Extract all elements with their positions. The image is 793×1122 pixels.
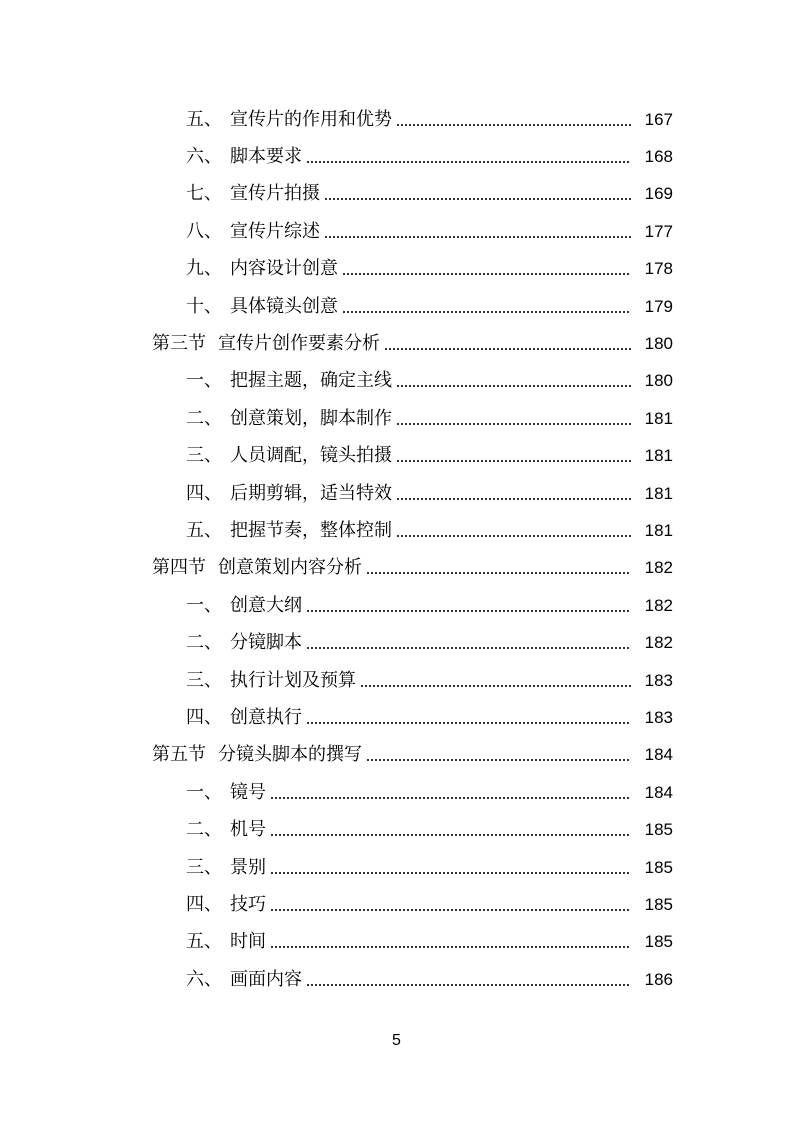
toc-section-entry[interactable] xyxy=(0,737,793,774)
dot-leader xyxy=(342,273,631,275)
dot-leader xyxy=(270,946,631,948)
toc-entry-number: 五、 xyxy=(186,108,222,130)
toc-entry[interactable] xyxy=(0,699,793,736)
toc-entry-page-number: 181 xyxy=(644,446,673,466)
page-number: 5 xyxy=(392,1032,401,1049)
toc-entry[interactable] xyxy=(0,662,793,699)
toc-entry-page-number: 167 xyxy=(644,109,673,129)
toc-entry[interactable] xyxy=(0,587,793,624)
toc-entry-number: 三、 xyxy=(186,669,222,691)
toc-entry-title: 具体镜头创意 xyxy=(230,295,338,317)
toc-entry[interactable] xyxy=(0,400,793,437)
toc-entry-title: 把握主题，确定主线 xyxy=(230,370,392,392)
toc-entry-number: 四、 xyxy=(186,482,222,504)
toc-entry-number: 二、 xyxy=(186,819,222,841)
toc-entry[interactable] xyxy=(0,512,793,549)
toc-entry-page-number: 183 xyxy=(644,707,673,727)
dot-leader xyxy=(324,198,631,200)
dot-leader xyxy=(396,535,631,537)
toc-entry-page-number: 181 xyxy=(644,408,673,428)
toc-entry-page-number: 169 xyxy=(644,184,673,204)
dot-leader xyxy=(270,797,631,799)
toc-entry-title: 画面内容 xyxy=(230,968,302,990)
toc-entry-page-number: 186 xyxy=(644,969,673,989)
toc-entry-title: 分镜脚本 xyxy=(230,632,302,654)
toc-entry-number: 二、 xyxy=(186,632,222,654)
toc-entry[interactable] xyxy=(0,101,793,138)
toc-entry-number: 第四节 xyxy=(152,557,206,579)
dot-leader xyxy=(396,124,631,126)
toc-entry-title: 创意策划内容分析 xyxy=(218,557,362,579)
dot-leader xyxy=(396,423,631,425)
dot-leader xyxy=(306,610,631,612)
toc-entry-page-number: 181 xyxy=(644,520,673,540)
toc-entry[interactable] xyxy=(0,624,793,661)
toc-entry-number: 三、 xyxy=(186,856,222,878)
toc-entry-number: 四、 xyxy=(186,893,222,915)
toc-entry-page-number: 184 xyxy=(644,745,673,765)
toc-entry-number: 十、 xyxy=(186,295,222,317)
dot-leader xyxy=(306,647,631,649)
dot-leader xyxy=(396,460,631,462)
toc-entry-title: 技巧 xyxy=(230,893,266,915)
toc-entry-title: 景别 xyxy=(230,856,266,878)
toc-entry[interactable] xyxy=(0,213,793,250)
toc-entry-page-number: 180 xyxy=(644,334,673,354)
toc-section-entry[interactable] xyxy=(0,550,793,587)
dot-leader xyxy=(366,572,631,574)
dot-leader xyxy=(306,722,631,724)
toc-entry[interactable] xyxy=(0,774,793,811)
toc-entry-title: 执行计划及预算 xyxy=(230,669,356,691)
toc-entry-title: 创意执行 xyxy=(230,706,302,728)
toc-entry-page-number: 168 xyxy=(644,147,673,167)
toc-entry-title: 宣传片的作用和优势 xyxy=(230,108,392,130)
toc-entry-title: 宣传片拍摄 xyxy=(230,183,320,205)
toc-entry-number: 一、 xyxy=(186,370,222,392)
toc-entry-title: 宣传片综述 xyxy=(230,220,320,242)
toc-entry-number: 九、 xyxy=(186,258,222,280)
toc-entry-number: 三、 xyxy=(186,445,222,467)
toc-entry[interactable] xyxy=(0,886,793,923)
dot-leader xyxy=(360,685,631,687)
dot-leader xyxy=(306,161,631,163)
toc-entry-page-number: 177 xyxy=(644,221,673,241)
toc-entry-page-number: 185 xyxy=(644,894,673,914)
toc-entry-page-number: 185 xyxy=(644,932,673,952)
dot-leader xyxy=(342,311,631,313)
dot-leader xyxy=(384,348,631,350)
toc-entry-title: 把握节奏，整体控制 xyxy=(230,519,392,541)
toc-entry-title: 镜号 xyxy=(230,781,266,803)
toc-entry-number: 六、 xyxy=(186,968,222,990)
toc-entry-page-number: 182 xyxy=(644,595,673,615)
toc-entry-page-number: 182 xyxy=(644,633,673,653)
dot-leader xyxy=(270,909,631,911)
toc-entry-page-number: 185 xyxy=(644,820,673,840)
dot-leader xyxy=(396,385,631,387)
toc-entry-title: 创意策划，脚本制作 xyxy=(230,407,392,429)
toc-entry[interactable] xyxy=(0,138,793,175)
toc-section-entry[interactable] xyxy=(0,325,793,362)
toc-entry-number: 一、 xyxy=(186,594,222,616)
toc-entry-title: 机号 xyxy=(230,819,266,841)
toc-entry-title: 人员调配，镜头拍摄 xyxy=(230,445,392,467)
toc-entry-title: 时间 xyxy=(230,931,266,953)
toc-entry-page-number: 184 xyxy=(644,782,673,802)
toc-entry[interactable] xyxy=(0,961,793,998)
dot-leader xyxy=(270,872,631,874)
toc-entry-page-number: 180 xyxy=(644,371,673,391)
toc-entry-page-number: 178 xyxy=(644,259,673,279)
toc-entry[interactable] xyxy=(0,363,793,400)
dot-leader xyxy=(366,759,631,761)
toc-entry[interactable] xyxy=(0,849,793,886)
toc-entry[interactable] xyxy=(0,811,793,848)
table-of-contents xyxy=(0,101,793,998)
toc-entry-title: 宣传片创作要素分析 xyxy=(218,333,380,355)
dot-leader xyxy=(324,236,631,238)
toc-entry-title: 后期剪辑，适当特效 xyxy=(230,482,392,504)
toc-entry[interactable] xyxy=(0,438,793,475)
toc-entry-number: 五、 xyxy=(186,519,222,541)
toc-entry-title: 创意大纲 xyxy=(230,594,302,616)
toc-entry-page-number: 181 xyxy=(644,483,673,503)
toc-entry-number: 六、 xyxy=(186,146,222,168)
toc-entry-number: 一、 xyxy=(186,781,222,803)
toc-entry[interactable] xyxy=(0,924,793,961)
toc-entry[interactable] xyxy=(0,251,793,288)
dot-leader xyxy=(306,984,631,986)
toc-entry-page-number: 182 xyxy=(644,558,673,578)
dot-leader xyxy=(270,834,631,836)
toc-entry-number: 五、 xyxy=(186,931,222,953)
toc-entry-page-number: 183 xyxy=(644,670,673,690)
toc-entry[interactable] xyxy=(0,176,793,213)
toc-entry-page-number: 179 xyxy=(644,296,673,316)
toc-entry[interactable] xyxy=(0,475,793,512)
toc-entry-title: 分镜头脚本的撰写 xyxy=(218,744,362,766)
toc-entry-number: 八、 xyxy=(186,220,222,242)
toc-entry-page-number: 185 xyxy=(644,857,673,877)
toc-entry-title: 内容设计创意 xyxy=(230,258,338,280)
toc-entry-number: 七、 xyxy=(186,183,222,205)
toc-entry-number: 第五节 xyxy=(152,744,206,766)
toc-entry-number: 第三节 xyxy=(152,333,206,355)
toc-entry-number: 二、 xyxy=(186,407,222,429)
toc-entry[interactable] xyxy=(0,288,793,325)
toc-entry-title: 脚本要求 xyxy=(230,146,302,168)
dot-leader xyxy=(396,498,631,500)
toc-entry-number: 四、 xyxy=(186,706,222,728)
